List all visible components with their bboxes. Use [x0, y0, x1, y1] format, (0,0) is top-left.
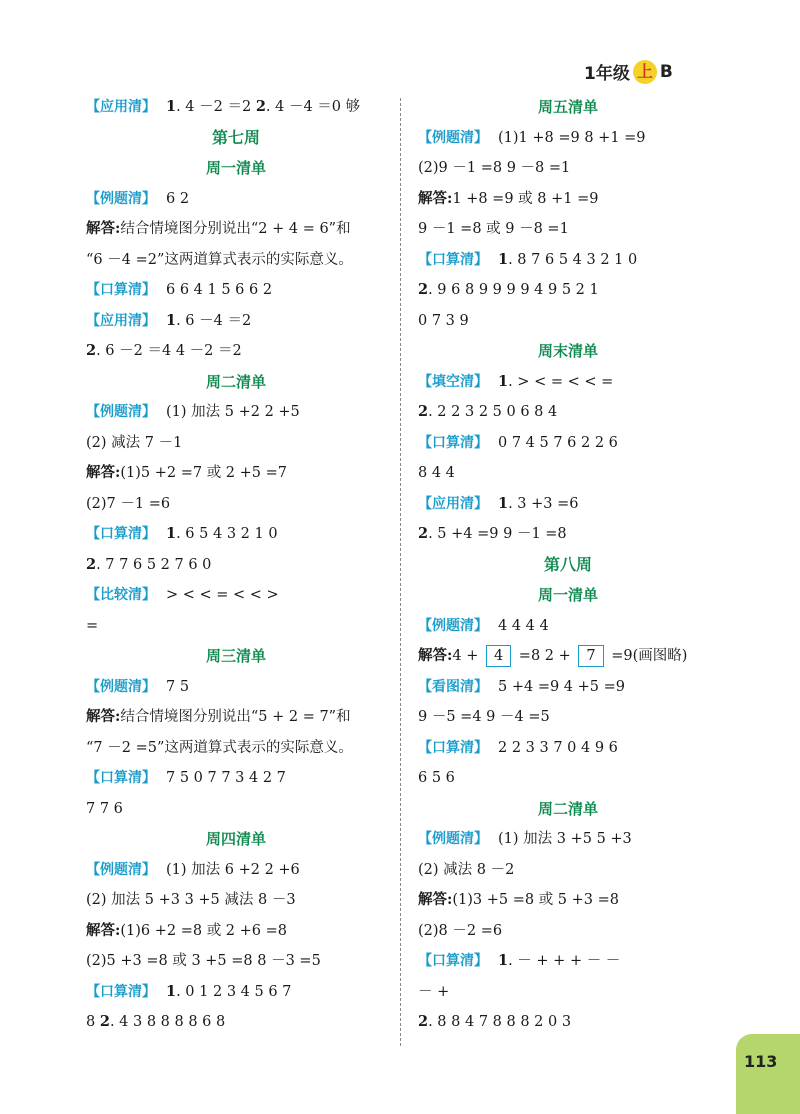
- week-heading: 第八周: [543, 554, 592, 574]
- section-tag: 【例题清】: [418, 831, 488, 847]
- answer-line: [418, 916, 718, 947]
- answer-line: [86, 397, 386, 428]
- answer-line: [86, 550, 386, 581]
- item-number: 1: [498, 250, 509, 268]
- answer-text: . 4 3 8 8 8 8 6 8: [109, 1014, 226, 1030]
- answer-line: [86, 1007, 386, 1038]
- section-tag: 【应用清】: [86, 312, 156, 329]
- answer-line: [86, 489, 386, 520]
- answer-text: 6 2: [166, 190, 190, 207]
- day-heading: 周二清单: [205, 372, 266, 391]
- answer-text: . － + + + － －: [508, 953, 621, 969]
- day-heading-row: [418, 794, 718, 825]
- column-divider: [400, 98, 401, 1046]
- answer-label: 解答:: [418, 647, 453, 664]
- answer-text: “6 －4 =2”这两道算式表示的实际意义。: [86, 251, 353, 268]
- right-column: [418, 92, 718, 1038]
- answer-label: 解答:: [418, 891, 453, 908]
- answer-text: (2) 加法 5 +3 3 +5 减法 8 －3: [86, 892, 296, 908]
- answer-line: [418, 946, 718, 977]
- answer-text: (1)5 +2 =7 或 2 +5 =7: [120, 465, 288, 481]
- answer-text: 结合情境图分别说出“5 + 2 = 7”和: [120, 709, 351, 725]
- section-tag: 【口算清】: [418, 251, 488, 268]
- answer-text: 0 7 3 9: [418, 312, 469, 329]
- day-heading-row: [86, 153, 386, 184]
- week-heading-row: [418, 550, 718, 581]
- section-tag: 【例题清】: [418, 617, 488, 634]
- item-number: 1: [498, 372, 509, 390]
- answer-line: [418, 275, 718, 306]
- answer-line: [418, 153, 718, 184]
- day-heading-row: [86, 367, 386, 398]
- answer-line: [86, 336, 386, 367]
- day-heading-row: [86, 824, 386, 855]
- answer-line: [418, 428, 718, 459]
- answer-text: =: [86, 617, 99, 634]
- answer-line: [86, 519, 386, 550]
- day-heading-row: [418, 580, 718, 611]
- item-number: 1: [498, 952, 509, 969]
- answer-text: 9 －5 =4 9 －4 =5: [418, 709, 550, 725]
- answer-text: (2) 减法 7 －1: [86, 434, 183, 451]
- section-tag: 【例题清】: [86, 678, 156, 695]
- answer-line: [418, 245, 718, 276]
- edition-label: B: [659, 61, 673, 82]
- answer-text: (1)6 +2 =8 或 2 +6 =8: [120, 922, 288, 939]
- answer-line: [86, 458, 386, 489]
- answer-line: [418, 702, 718, 733]
- page-number-tab: [736, 1034, 800, 1114]
- answer-text: 0 7 4 5 7 6 2 2 6: [498, 434, 618, 451]
- answer-text: > < < = < < >: [166, 587, 279, 603]
- section-tag: 【例题清】: [86, 190, 156, 207]
- answer-text: (2) 减法 8 －2: [418, 861, 515, 878]
- left-column: [86, 92, 386, 1038]
- answer-text: (2)5 +3 =8 或 3 +5 =8 8 －3 =5: [86, 953, 321, 969]
- day-heading-row: [86, 641, 386, 672]
- item-number: 2: [418, 1013, 429, 1030]
- answer-text: 7 5 0 7 7 3 4 2 7: [166, 770, 286, 786]
- answer-line: [418, 123, 718, 154]
- answer-text: (1)1 +8 =9 8 +1 =9: [498, 129, 646, 146]
- grade-header: [584, 59, 673, 84]
- section-tag: 【口算清】: [86, 282, 156, 298]
- answer-line: [418, 855, 718, 886]
- answer-line: [418, 977, 718, 1008]
- answer-text: . > < = < < =: [508, 373, 614, 390]
- answer-text: “7 －2 =5”这两道算式表示的实际意义。: [86, 739, 353, 756]
- answer-line: [86, 672, 386, 703]
- item-number: 1: [166, 311, 177, 329]
- answer-line: [86, 184, 386, 215]
- item-number: 1: [166, 525, 177, 542]
- page-number: 113: [744, 1052, 778, 1071]
- answer-text: 7 7 6: [86, 800, 123, 817]
- section-tag: 【例题清】: [86, 861, 156, 878]
- answer-label: 解答:: [86, 220, 121, 237]
- answer-line: [418, 214, 718, 245]
- item-number: 1: [166, 98, 177, 115]
- section-tag: 【例题清】: [86, 404, 156, 420]
- answer-line: [418, 519, 718, 550]
- answer-line: [418, 672, 718, 703]
- semester-badge: 上: [633, 60, 657, 84]
- answer-text: . 9 6 8 9 9 9 9 4 9 5 2 1: [428, 282, 599, 298]
- grade-label: 1年级: [584, 64, 630, 84]
- answer-text: . 8 7 6 5 4 3 2 1 0: [508, 251, 638, 268]
- day-heading: 周二清单: [537, 799, 598, 818]
- day-heading: 周一清单: [537, 586, 598, 604]
- section-tag: 【口算清】: [418, 739, 488, 756]
- day-heading: 周四清单: [205, 830, 266, 848]
- answer-text: . 5 +4 =9 9 －1 =8: [428, 526, 567, 542]
- answer-text: . 6 －4 ＝2: [176, 312, 252, 329]
- section-tag: 【填空清】: [418, 373, 488, 390]
- week-heading: 第七周: [211, 127, 260, 147]
- item-number: 2: [86, 342, 97, 359]
- answer-label: 解答:: [86, 708, 121, 725]
- item-number: 2: [99, 1013, 110, 1030]
- answer-text: (2)7 －1 =6: [86, 495, 171, 512]
- answer-text: － +: [418, 983, 450, 1000]
- answer-text: 结合情境图分别说出“2 + 4 = 6”和: [120, 221, 351, 237]
- answer-text: . 6 5 4 3 2 1 0: [176, 526, 278, 542]
- item-number: 2: [418, 403, 429, 420]
- answer-text: =9(画图略): [606, 648, 688, 664]
- answer-text: 7 5: [166, 678, 190, 695]
- answer-line: [418, 733, 718, 764]
- answer-line: [418, 824, 718, 855]
- answer-line: [418, 1007, 718, 1038]
- week-heading-row: [86, 123, 386, 154]
- section-tag: 【口算清】: [86, 770, 156, 786]
- answer-text: (1)3 +5 =8 或 5 +3 =8: [452, 892, 620, 908]
- answer-text: 2 2 3 3 7 0 4 9 6: [498, 739, 618, 756]
- answer-box: 4: [486, 645, 511, 667]
- day-heading: 周三清单: [205, 647, 266, 665]
- answer-label: 解答:: [418, 189, 453, 207]
- section-tag: 【口算清】: [86, 983, 156, 1000]
- answer-line: [418, 306, 718, 337]
- answer-line: [86, 306, 386, 337]
- answer-line: [86, 794, 386, 825]
- answer-line: [86, 733, 386, 764]
- answer-line: [418, 885, 718, 916]
- answer-text: 4 4 4 4: [498, 617, 549, 634]
- day-heading-row: [418, 92, 718, 123]
- item-number: 1: [498, 494, 509, 512]
- answer-text: 9 －1 =8 或 9 －8 =1: [418, 221, 569, 237]
- answer-text: 6 5 6: [418, 770, 455, 786]
- answer-line: [86, 977, 386, 1008]
- answer-text: (1) 加法 3 +5 5 +3: [498, 831, 632, 847]
- answer-line: [86, 275, 386, 306]
- item-number: 2: [86, 555, 97, 573]
- answer-text: (1) 加法 6 +2 2 +6: [166, 861, 300, 878]
- answer-line: [86, 885, 386, 916]
- item-number: 2: [418, 525, 429, 542]
- answer-text: . 3 +3 =6: [508, 495, 579, 512]
- answer-text: . 4 －2 ＝2: [176, 99, 256, 115]
- day-heading-row: [418, 336, 718, 367]
- section-tag: 【口算清】: [418, 434, 488, 451]
- answer-text: . 8 8 4 7 8 8 8 2 0 3: [428, 1014, 572, 1030]
- answer-line: [86, 916, 386, 947]
- answer-line: [418, 367, 718, 398]
- answer-text: . 7 7 6 5 2 7 6 0: [96, 556, 212, 573]
- answer-line: [418, 611, 718, 642]
- answer-line: [418, 641, 718, 672]
- answer-line: [86, 702, 386, 733]
- answer-text: . 4 －4 ＝0 够: [265, 99, 361, 115]
- answer-text: (1) 加法 5 +2 2 +5: [166, 404, 300, 420]
- day-heading: 周末清单: [537, 342, 598, 360]
- answer-text: . 6 －2 ＝4 4 －2 ＝2: [96, 343, 242, 359]
- answer-line: [86, 611, 386, 642]
- section-tag: 【口算清】: [418, 953, 488, 969]
- answer-line: [418, 489, 718, 520]
- answer-line: [418, 397, 718, 428]
- answer-text: 8 4 4: [418, 465, 455, 481]
- answer-text: 6 6 4 1 5 6 6 2: [166, 282, 273, 298]
- answer-line: [86, 946, 386, 977]
- answer-line: [418, 763, 718, 794]
- answer-line: [418, 458, 718, 489]
- answer-text: . 0 1 2 3 4 5 6 7: [176, 983, 292, 1000]
- section-tag: 【例题清】: [418, 129, 488, 146]
- day-heading: 周一清单: [205, 159, 266, 177]
- answer-line: [418, 184, 718, 215]
- answer-text: . 2 2 3 2 5 0 6 8 4: [428, 404, 558, 420]
- answer-text: =8 2 +: [514, 648, 576, 664]
- item-number: 2: [418, 281, 429, 298]
- answer-line: [86, 855, 386, 886]
- answer-label: 解答:: [86, 464, 121, 481]
- answer-label: 解答:: [86, 921, 121, 939]
- answer-text: (2)9 －1 =8 9 －8 =1: [418, 160, 571, 176]
- section-tag: 【看图清】: [418, 678, 488, 695]
- answer-text: 1 +8 =9 或 8 +1 =9: [452, 190, 599, 207]
- item-number: 1: [166, 982, 177, 1000]
- item-number: 2: [255, 98, 266, 115]
- section-tag: 【应用清】: [418, 495, 488, 512]
- answer-text: 8: [86, 1014, 100, 1030]
- section-tag: 【应用清】: [86, 99, 156, 115]
- answer-text: (2)8 －2 =6: [418, 922, 503, 939]
- day-heading: 周五清单: [537, 98, 598, 116]
- answer-line: [86, 214, 386, 245]
- answer-text: 4 +: [452, 648, 483, 664]
- answer-box: 7: [578, 645, 603, 667]
- answer-line: [86, 245, 386, 276]
- answer-line: [86, 580, 386, 611]
- answer-line: [86, 763, 386, 794]
- answer-text: 5 +4 =9 4 +5 =9: [498, 678, 625, 695]
- answer-line: [86, 92, 386, 123]
- section-tag: 【比较清】: [86, 587, 156, 603]
- section-tag: 【口算清】: [86, 526, 156, 542]
- answer-line: [86, 428, 386, 459]
